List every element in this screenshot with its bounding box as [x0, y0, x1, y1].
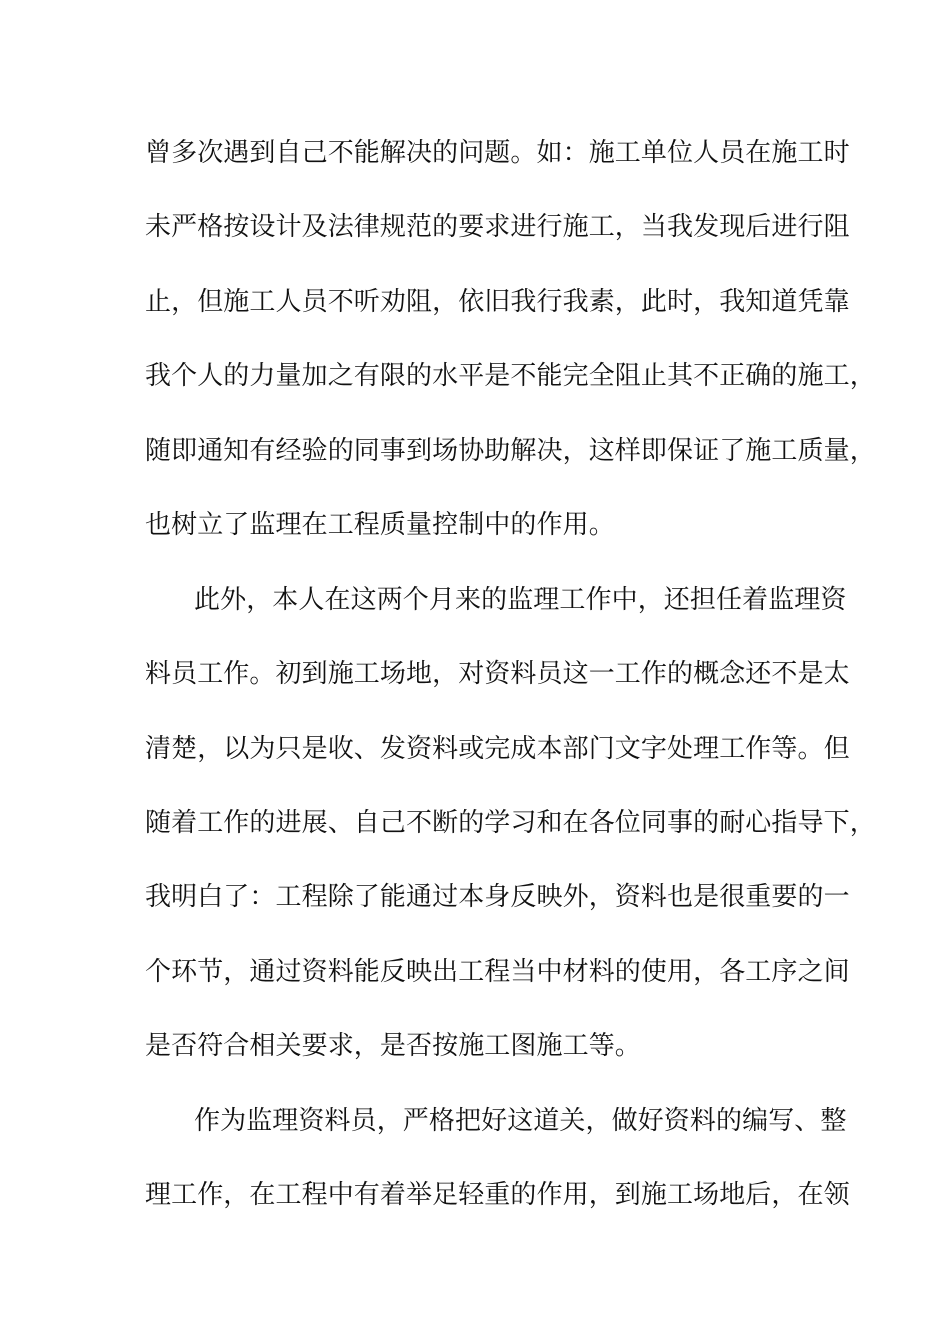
text-line-11: 我明白了：工程除了能通过本身反映外，资料也是很重要的一: [145, 882, 850, 912]
text-line-8: 料员工作。初到施工场地，对资料员这一工作的概念还不是太: [145, 659, 850, 689]
text-line-6: 也树立了监理在工程质量控制中的作用。: [145, 510, 615, 540]
text-line-12: 个环节，通过资料能反映出工程当中材料的使用，各工序之间: [145, 957, 850, 987]
text-line-2: 未严格按设计及法律规范的要求进行施工，当我发现后进行阻: [145, 212, 850, 242]
text-line-4: 我个人的力量加之有限的水平是不能完全阻止其不正确的施工，: [145, 361, 876, 391]
text-line-15: 理工作，在工程中有着举足轻重的作用，到施工场地后，在领: [145, 1180, 850, 1210]
text-line-10: 随着工作的进展、自己不断的学习和在各位同事的耐心指导下，: [145, 808, 876, 838]
paragraph-start-line-7: 此外，本人在这两个月来的监理工作中，还担任着监理资: [194, 585, 847, 615]
text-line-9: 清楚，以为只是收、发资料或完成本部门文字处理工作等。但: [145, 734, 850, 764]
text-line-3: 止，但施工人员不听劝阻，依旧我行我素，此时，我知道凭靠: [145, 287, 850, 317]
text-line-13: 是否符合相关要求，是否按施工图施工等。: [145, 1031, 641, 1061]
text-line-1: 曾多次遇到自己不能解决的问题。如：施工单位人员在施工时: [145, 138, 850, 168]
paragraph-start-line-14: 作为监理资料员，严格把好这道关，做好资料的编写、整: [194, 1106, 847, 1136]
text-line-5: 随即通知有经验的同事到场协助解决，这样即保证了施工质量，: [145, 436, 876, 466]
